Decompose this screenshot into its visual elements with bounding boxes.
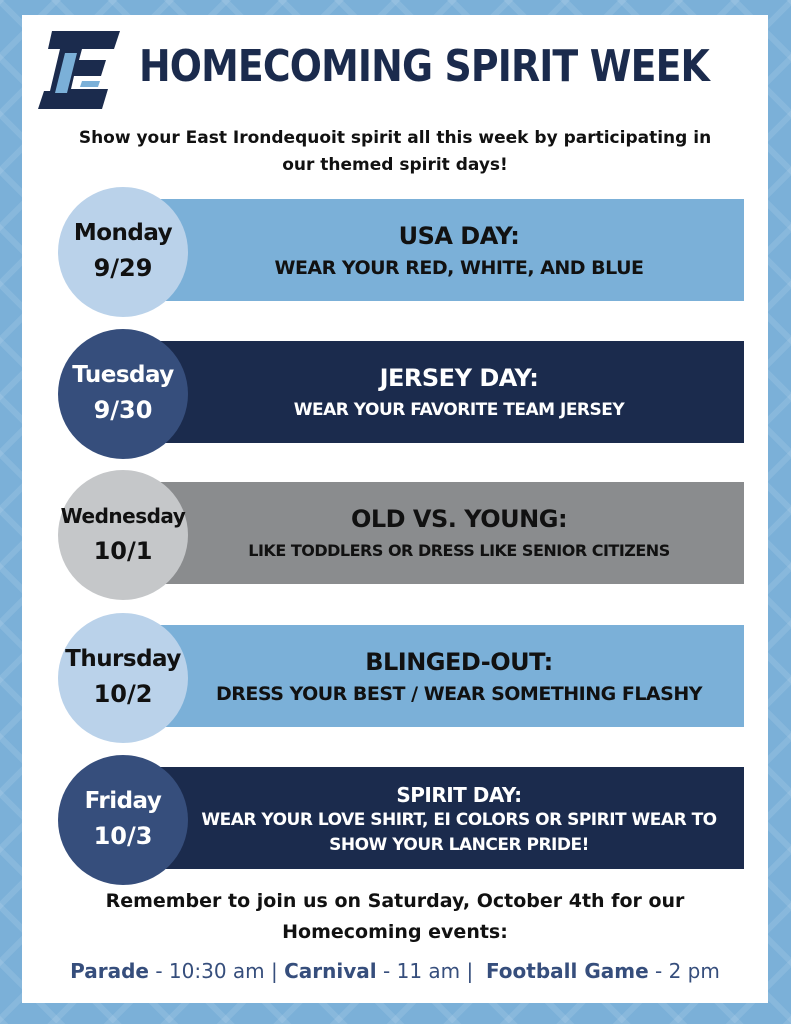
event-time-carnival: - 11 am | (383, 959, 474, 983)
theme-description: WEAR YOUR LOVE SHIRT, EI COLORS OR SPIRIT WEAR TO SHOW YOUR LANCER PRIDE! (201, 810, 717, 855)
day-banner (144, 199, 744, 301)
event-name-carnival: Carnival (284, 959, 377, 983)
event-name-football-game: Football Game (485, 959, 649, 983)
day-circle (58, 187, 188, 317)
day-date: 10/2 (93, 680, 153, 708)
day-row-wednesday (58, 470, 746, 600)
event-name-parade: Parade (70, 959, 149, 983)
flyer-card (22, 15, 768, 1003)
day-date: 10/1 (93, 537, 153, 565)
theme-title: USA DAY: (398, 222, 520, 250)
theme-description: WEAR YOUR FAVORITE TEAM JERSEY (293, 400, 625, 420)
day-banner (144, 341, 744, 443)
day-circle (58, 613, 188, 743)
day-row-friday (58, 755, 746, 885)
theme-title: JERSEY DAY: (379, 364, 539, 392)
day-circle (58, 329, 188, 459)
day-circle (58, 755, 188, 885)
event-time-football-game: - 2 pm (655, 959, 720, 983)
day-name: Friday (84, 788, 162, 814)
theme-title: OLD VS. YOUNG: (350, 505, 568, 533)
reminder-text: Remember to join us on Saturday, October 4th for our Homecoming events: (105, 890, 685, 943)
theme-description: DRESS YOUR BEST / WEAR SOMETHING FLASHY (216, 683, 702, 705)
day-date: 9/29 (93, 254, 153, 282)
school-e-logo (38, 29, 122, 111)
day-row-thursday (58, 613, 746, 743)
day-name: Wednesday (60, 504, 186, 528)
theme-title: SPIRIT DAY: (396, 783, 522, 807)
day-row-tuesday (58, 329, 746, 459)
day-banner (144, 625, 744, 727)
day-name: Thursday (65, 646, 181, 672)
intro-text: Show your East Irondequoit spirit all this week by participating in our themed spirit days! (78, 128, 712, 175)
page-title: HOMECOMING SPIRIT WEEK (139, 41, 710, 92)
events-schedule (32, 955, 758, 987)
day-name: Tuesday (72, 362, 174, 388)
theme-description: LIKE TODDLERS OR DRESS LIKE SENIOR CITIZENS (248, 541, 670, 560)
day-banner (144, 482, 744, 584)
day-date: 10/3 (93, 822, 153, 850)
day-row-monday (58, 187, 746, 317)
day-name: Monday (73, 220, 173, 246)
theme-title: BLINGED-OUT: (365, 648, 553, 676)
day-banner (144, 767, 744, 869)
event-time-parade: - 10:30 am | (155, 959, 278, 983)
day-circle (58, 470, 188, 600)
theme-description: WEAR YOUR RED, WHITE, AND BLUE (274, 257, 644, 279)
day-date: 9/30 (93, 396, 153, 424)
